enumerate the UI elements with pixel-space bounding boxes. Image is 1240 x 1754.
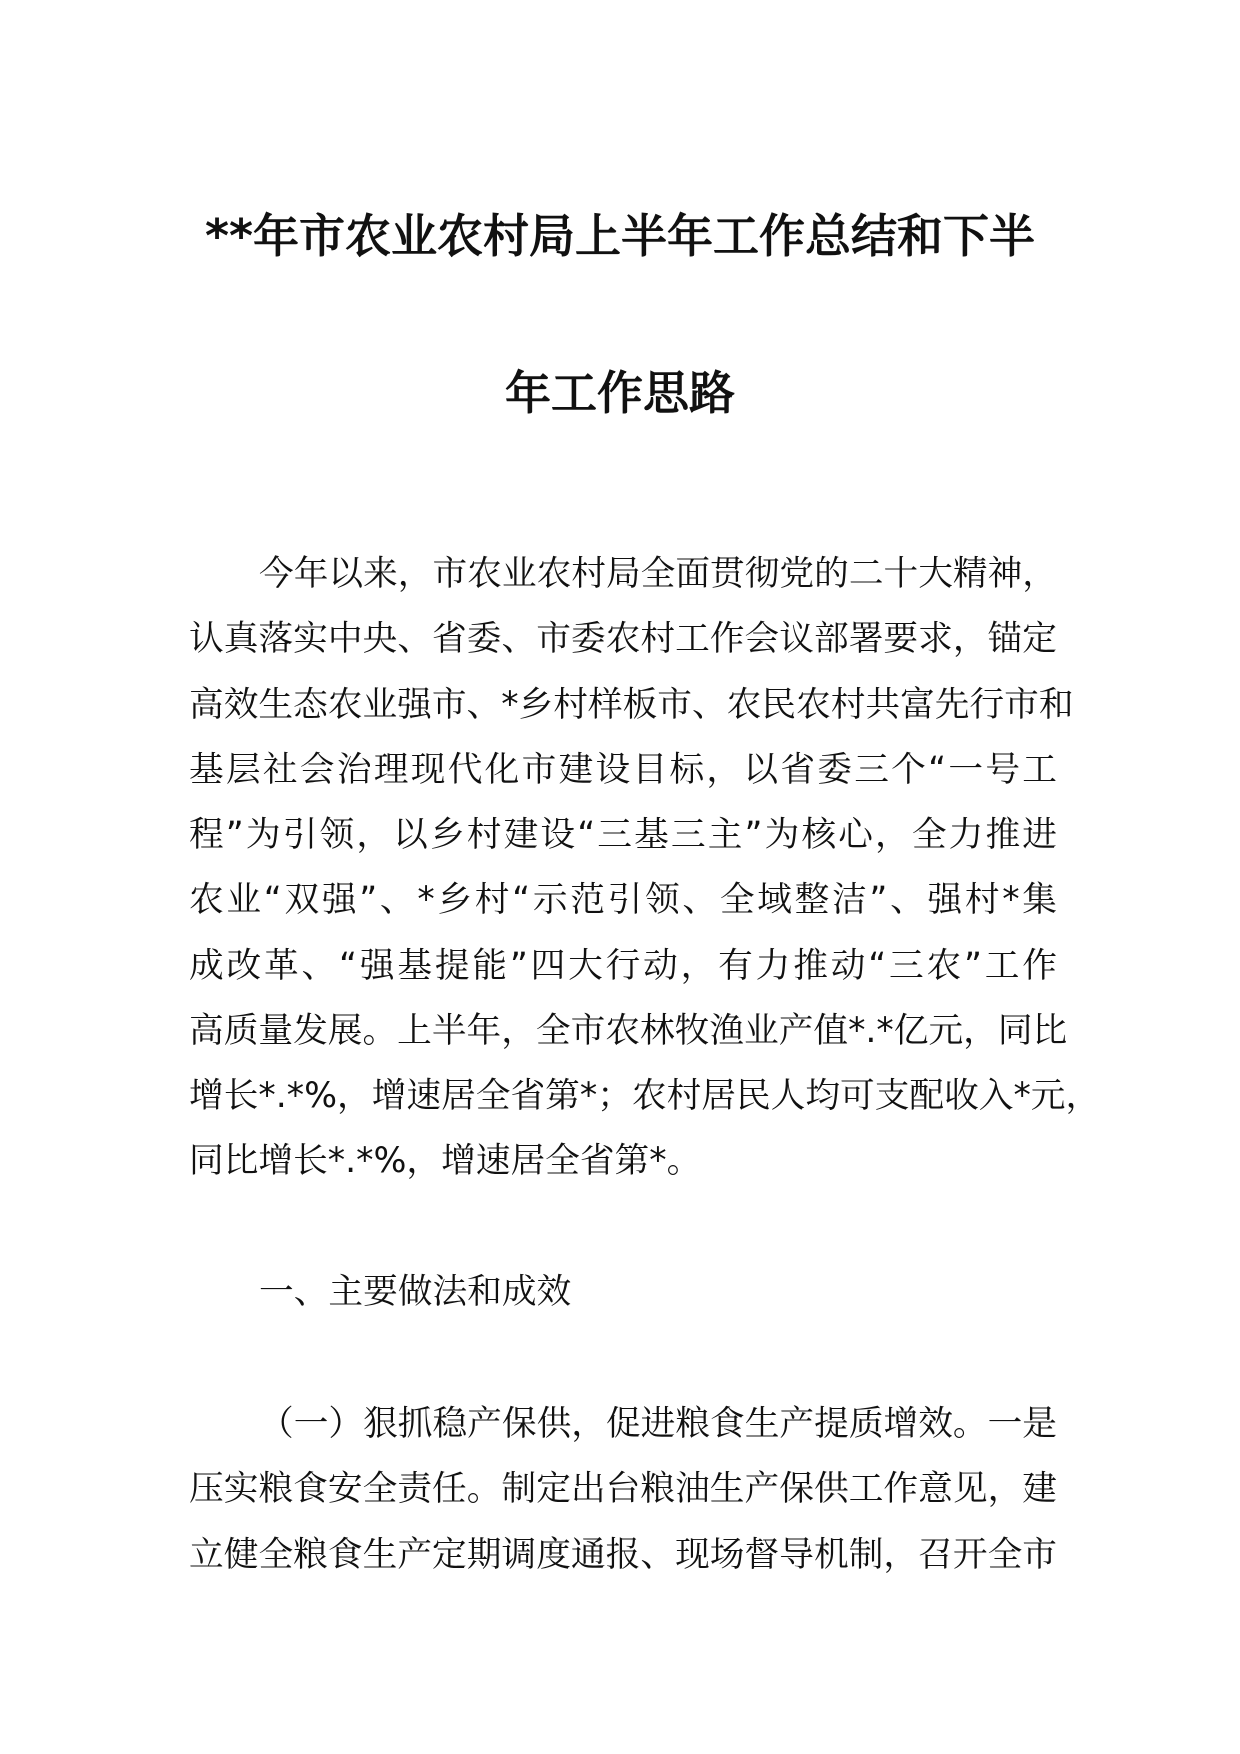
paragraph-line: 增长*.*%，增速居全省第*；农村居民人均可支配收入*元，	[189, 1076, 1101, 1116]
paragraph-line: 压实粮食安全责任。制定出台粮油生产保供工作意见，建	[189, 1469, 1057, 1509]
paragraph-line: 认真落实中央、省委、市委农村工作会议部署要求，锚定	[189, 619, 1057, 659]
paragraph-line: 同比增长*.*%，增速居全省第*。	[189, 1141, 702, 1181]
paragraph-line: 今年以来，市农业农村局全面贯彻党的二十大精神，	[259, 554, 1057, 594]
paragraph-line: 成改革、“强基提能”四大行动，有力推动“三农”工作	[189, 946, 1057, 986]
section-heading: 一、主要做法和成效	[259, 1272, 572, 1312]
paragraph-line: 高效生态农业强市、*乡村样板市、农民农村共富先行市和	[189, 685, 1074, 725]
paragraph-line: 高质量发展。上半年，全市农林牧渔业产值*.*亿元，同比	[189, 1011, 1068, 1051]
document-title-line-1: **年市农业农村局上半年工作总结和下半	[204, 209, 1036, 263]
document-title-line-2: 年工作思路	[505, 366, 735, 420]
paragraph-line: 立健全粮食生产定期调度通报、现场督导机制，召开全市	[189, 1535, 1057, 1575]
paragraph-line: 基层社会治理现代化市建设目标，以省委三个“一号工	[189, 750, 1057, 790]
paragraph-line: 程”为引领，以乡村建设“三基三主”为核心，全力推进	[189, 815, 1057, 855]
paragraph-line: 农业“双强”、*乡村“示范引领、全域整洁”、强村*集	[189, 880, 1057, 920]
paragraph-line: （一）狠抓稳产保供，促进粮食生产提质增效。一是	[259, 1404, 1057, 1444]
